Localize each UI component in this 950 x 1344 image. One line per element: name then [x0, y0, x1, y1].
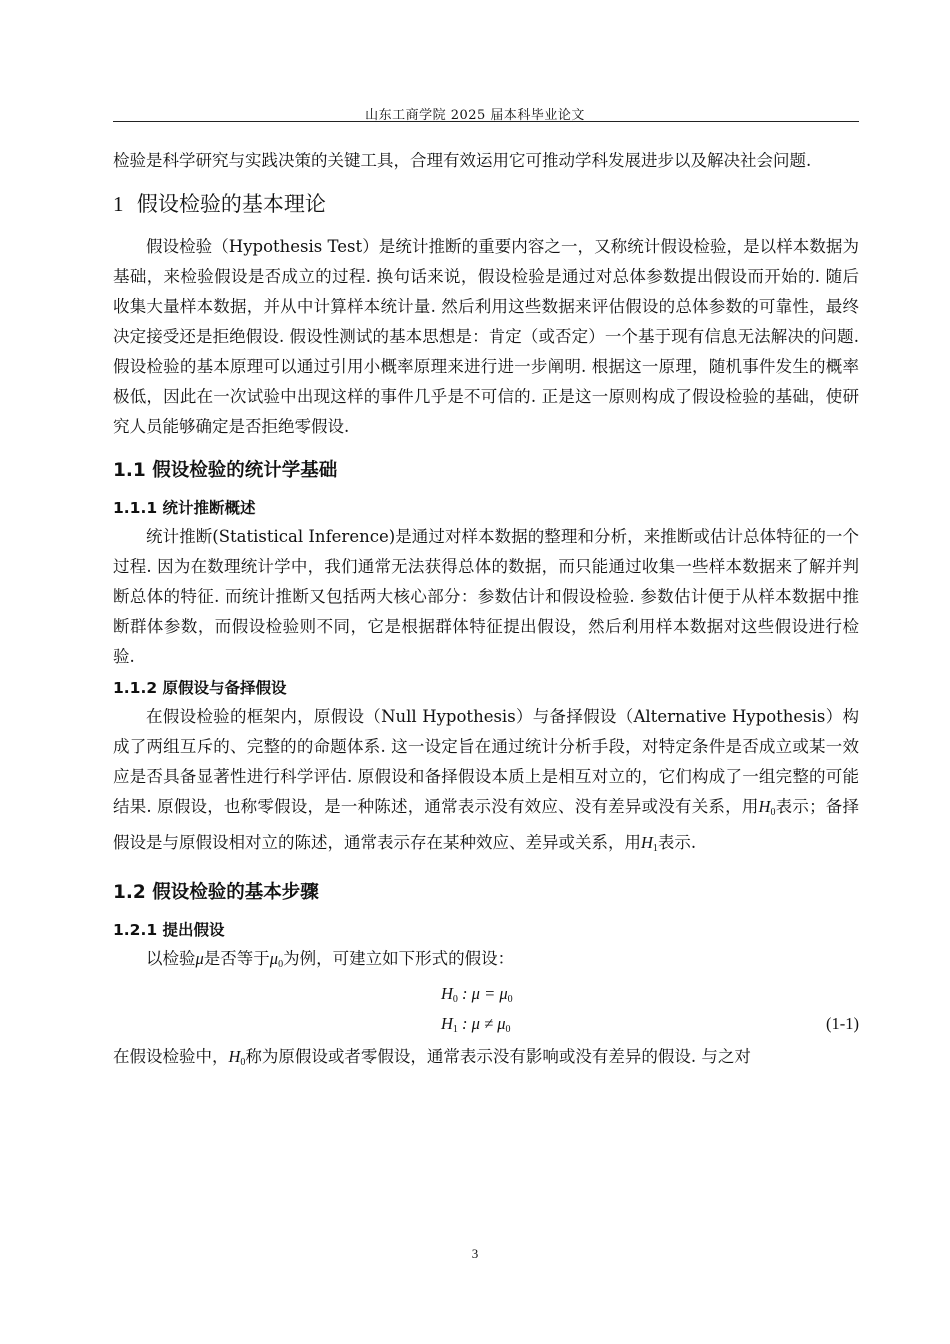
mu0-symbol: $\mu_0$	[269, 949, 284, 970]
section-title: 假设检验的基本理论	[136, 192, 326, 216]
hypothesis-equation	[113, 980, 859, 1042]
subsection-heading-1-2: 1.2 假设检验的基本步骤	[113, 882, 319, 903]
null-hypothesis-symbol-2: $H_0$	[228, 1047, 246, 1068]
page-number: 3	[471, 1246, 479, 1261]
section-1-1-1-paragraph: 统计推断(Statistical Inference)是通过对样本数据的整理和分析，来推断或估计总体特征的一个过程. 因为在数理统计学中，我们通常无法获得总体的数据，而只能通过收集一些样本数据来了解并判断总体的特征. 而统计推断又包括两大核心部分：参数估计和假设检验. 参数估计便于从样本数据中推断群体参数，而假设检验则不同，它是根据群体特征提出假设，然后利用样本数据对这些假设进行检验.	[113, 527, 859, 666]
null-hypothesis-symbol: $H_0$	[758, 797, 776, 818]
section-1-paragraph: 假设检验（Hypothesis Test）是统计推断的重要内容之一，又称统计假设检验，是以样本数据为基础，来检验假设是否成立的过程. 换句话来说，假设检验是通过对总体参数提出假设而开始的. 随后收集大量样本数据，并从中计算样本统计量. 然后利用这些数据来评估假设的总体参数的可靠性，最终决定接受还是拒绝假设. 假设性测试的基本思想是：肯定（或否定）一个基于现有信息无法解决的问题. 假设检验的基本原理可以通过引用小概率原理来进行进一步阐明. 根据这一原理，随机事件发生的概率极低，因此在一次试验中出现这样的事件几乎是不可信的. 正是这一原则构成了假设检验的基础，使研究人员能够确定是否拒绝零假设.	[113, 237, 859, 436]
subsection-heading-1-1: 1.1 假设检验的统计学基础	[113, 460, 338, 481]
after-equation-paragraph: 在假设检验中，$H_0$称为原假设或者零假设，通常表示没有影响或没有差异的假设. 与之对	[113, 1047, 751, 1068]
equation-line-null: $H_0$ : $\mu = \mu_0$	[441, 984, 513, 1005]
section-number: 1	[113, 192, 124, 216]
header-divider	[113, 121, 859, 122]
subsubsection-heading-1-1-1: 1.1.1 统计推断概述	[113, 499, 256, 517]
intro-continuation-paragraph: 检验是科学研究与实践决策的关键工具，合理有效运用它可推动学科发展进步以及解决社会问题.	[113, 151, 812, 170]
paragraph-text-b: 表示；备择假设是与原假设相对立的陈述，通常表示存在某种效应、差异或关系，用	[113, 797, 860, 852]
page-body	[113, 146, 859, 1078]
section-heading-1	[113, 190, 859, 218]
alternative-hypothesis-symbol: $H_1$	[641, 833, 658, 854]
paragraph-text-a: 在假设检验的框架内，原假设（Null Hypothesis）与备择假设（Alternative Hypothesis）构成了两组互斥的、完整的的命题体系. 这一设定旨在通过统计分析手段，对特定条件是否成立或某一效应是否具备显著性进行科学评估. 原假设和备择假设本质上是相互对立的，它们构成了一组完整的可能结果. 原假设，也称零假设，是一种陈述，通常表示没有效应、没有差异或没有关系，用	[113, 707, 859, 816]
paragraph-text-c: 表示.	[657, 833, 697, 852]
equation-number: (1-1)	[826, 1014, 859, 1033]
subsubsection-heading-1-2-1: 1.2.1 提出假设	[113, 921, 225, 939]
equation-line-alternative: $H_1$ : $\mu \ne \mu_0$	[441, 1014, 511, 1035]
section-1-1-2-paragraph	[113, 702, 859, 864]
running-header: 山东工商学院 2025 届本科毕业论文	[365, 108, 585, 123]
section-1-2-1-paragraph: 以检验μ是否等于$\mu_0$为例，可建立如下形式的假设：	[146, 949, 515, 970]
mu-symbol: μ	[195, 949, 204, 968]
subsubsection-heading-1-1-2: 1.1.2 原假设与备择假设	[113, 679, 287, 697]
